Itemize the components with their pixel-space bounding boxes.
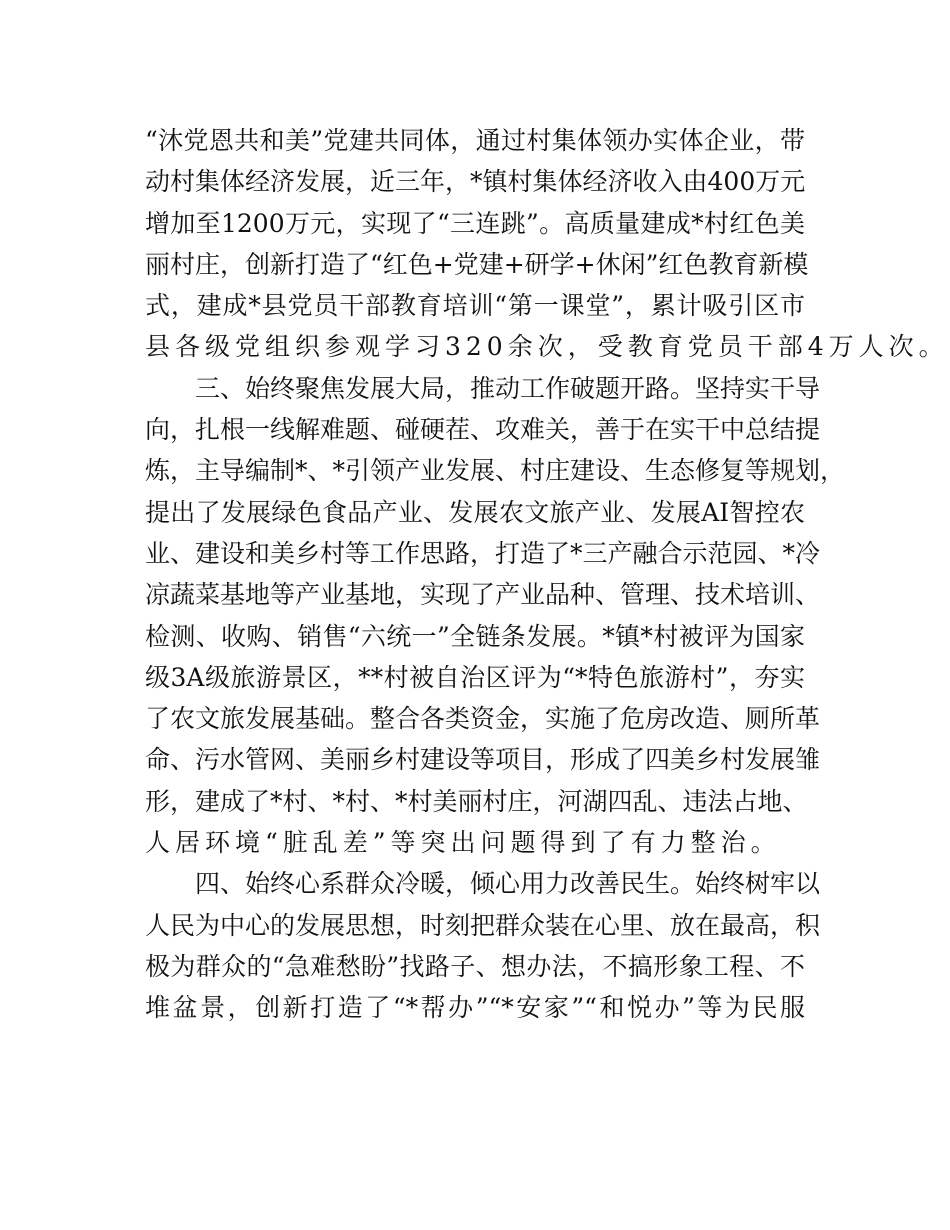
text-line: 极为群众的“急难愁盼”找路子、想办法，不搞形象工程、不 [145, 951, 805, 981]
text-line: 丽村庄，创新打造了“红色+党建+研学+休闲”红色教育新模 [145, 249, 809, 279]
text-line: 炼，主导编制*、*引领产业发展、村庄建设、生态修复等规划， [145, 456, 846, 486]
text-line: 凉蔬菜基地等产业基地，实现了产业品种、管理、技术培训、 [145, 580, 821, 610]
text-line: “沐党恩共和美”党建共同体，通过村集体领办实体企业，带 [145, 126, 805, 155]
text-line: 命、污水管网、美丽乡村建设等项目，形成了四美乡村发展雏 [145, 745, 821, 775]
document-page [145, 120, 949, 1029]
text-line: 提出了发展绿色食品产业、发展农文旅产业、发展AI智控农 [145, 497, 805, 527]
text-line: 人民为中心的发展思想，时刻把群众装在心里、放在最高，积 [145, 910, 821, 940]
paragraph-2 [145, 368, 846, 864]
paragraph-1 [145, 120, 949, 368]
text-line: 检测、收购、销售“六统一”全链条发展。*镇*村被评为国家 [145, 621, 805, 651]
text-line: 增加至1200万元，实现了“三连跳”。高质量建成*村红色美 [145, 208, 805, 238]
text-line: 向，扎根一线解难题、碰硬茬、攻难关，善于在实干中总结提 [145, 415, 821, 445]
paragraph-3 [145, 863, 821, 1028]
text-line: 了农文旅发展基础。整合各类资金，实施了危房改造、厕所革 [145, 704, 821, 734]
text-line: 堆盆景，创新打造了“*帮办”“*安家”“和悦办”等为民服 [145, 993, 805, 1023]
text-line: 业、建设和美乡村等工作思路，打造了*三产融合示范园、*冷 [145, 538, 821, 568]
text-line: 形，建成了*村、*村、*村美丽村庄，河湖四乱、违法占地、 [145, 786, 808, 816]
text-line: 县各级党组织参观学习320余次，受教育党员干部4万人次。 [145, 332, 949, 362]
text-line: 动村集体经济发展，近三年，*镇村集体经济收入由400万元 [145, 167, 806, 197]
text-line: 人居环境“脏乱差”等突出问题得到了有力整治。 [145, 828, 781, 858]
text-line: 式，建成*县党员干部教育培训“第一课堂”，累计吸引区市 [145, 291, 805, 321]
section-heading-line: 三、始终聚焦发展大局，推动工作破题开路。坚持实干导 [195, 373, 821, 403]
text-line: 级3A级旅游景区，**村被自治区评为“*特色旅游村”，夯实 [145, 662, 805, 692]
section-heading-line: 四、始终心系群众冷暖，倾心用力改善民生。始终树牢以 [195, 869, 821, 899]
